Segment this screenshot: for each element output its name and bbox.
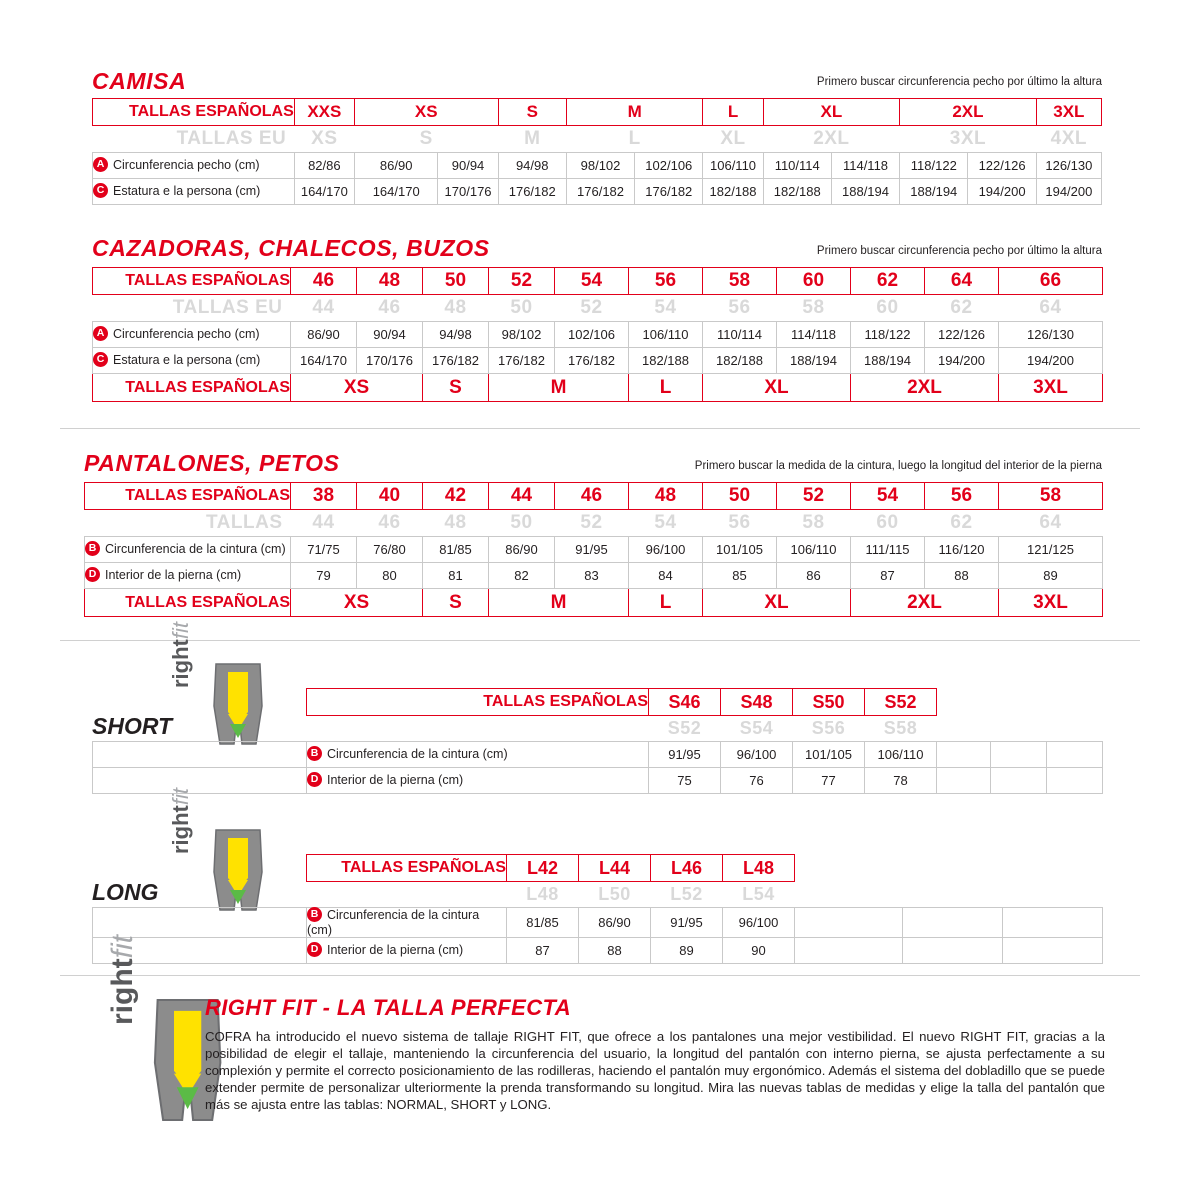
size-eu-6: 56 [728, 297, 751, 318]
cell: 188/194 [831, 179, 899, 205]
spacer [991, 716, 1047, 742]
cell: 75 [649, 768, 721, 794]
row-label-tallas-espanolas: TALLAS ESPAÑOLAS [93, 99, 295, 126]
cell: 81 [423, 563, 489, 589]
size-es-2: L46 [651, 855, 723, 882]
cell: 94/98 [423, 322, 489, 348]
measure-label-d [85, 563, 291, 589]
divider-1 [60, 428, 1140, 429]
cell: 176/182 [498, 179, 566, 205]
cell: 88 [579, 938, 651, 964]
spacer [93, 882, 307, 908]
size-es-1: 40 [357, 483, 423, 510]
cell: 86/90 [579, 908, 651, 938]
cell: 78 [865, 768, 937, 794]
size-es-9: 56 [925, 483, 999, 510]
cell: 89 [651, 938, 723, 964]
spacer [937, 716, 991, 742]
size-eu-2: S56 [811, 718, 846, 738]
size-eu-1: 46 [378, 297, 401, 318]
row-label-tallas: TALLAS [205, 512, 283, 533]
measure-text-b: Circunferencia de la cintura (cm) [105, 541, 286, 556]
cell: 87 [507, 938, 579, 964]
badge-c: C [93, 183, 108, 198]
cell: 106/110 [865, 742, 937, 768]
size-eu-0: XS [311, 128, 338, 149]
measure-text-c: Estatura e la persona (cm) [113, 183, 261, 198]
size-es-3: M [566, 99, 703, 126]
cell: 164/170 [291, 348, 357, 374]
cell [1047, 742, 1103, 768]
table-row-eu-sizes [93, 126, 1102, 153]
row-label-tallas-espanolas: TALLAS ESPAÑOLAS [93, 268, 291, 295]
cell: 182/188 [629, 348, 703, 374]
cell: 79 [291, 563, 357, 589]
size-eu-5: 54 [654, 297, 677, 318]
table-row [85, 563, 1103, 589]
cell [795, 908, 903, 938]
size-eu-8: 60 [876, 297, 899, 318]
cell: 101/105 [793, 742, 865, 768]
measure-label-d [307, 768, 649, 794]
label-long: LONG [92, 879, 159, 905]
rightfit-wordmark-long: rightfit [168, 787, 193, 854]
badge-d: D [307, 942, 322, 957]
spacer [93, 855, 307, 882]
section-cazadoras [92, 235, 1102, 402]
size-eu-0: 44 [312, 512, 335, 533]
cell: 91/95 [649, 742, 721, 768]
footer-title: RIGHT FIT - LA TALLA PERFECTA [205, 995, 571, 1020]
cell [1047, 768, 1103, 794]
table-camisa [92, 98, 1102, 205]
cell: 182/188 [703, 179, 763, 205]
table-row-eu-sizes [93, 882, 1103, 908]
cell: 122/126 [925, 322, 999, 348]
table-row-es-sizes [93, 99, 1102, 126]
cell: 91/95 [555, 537, 629, 563]
size-eu-5: 54 [654, 512, 677, 533]
size-eu-7: 4XL [1050, 128, 1088, 149]
size-eu-0: S52 [667, 718, 702, 738]
size-es-8: 62 [851, 268, 925, 295]
rightfit-wordmark-short: rightfit [168, 621, 193, 688]
cell: 86/90 [291, 322, 357, 348]
size-eu-2: 48 [444, 512, 467, 533]
size-es-2: S50 [793, 689, 865, 716]
cell [1003, 938, 1103, 964]
row-label-tallas-eu: TALLAS EU [172, 297, 283, 318]
hint-cazadoras: Primero buscar circunferencia pecho por último la altura [816, 245, 1102, 257]
size-eu-2: M [524, 128, 541, 149]
cell [795, 938, 903, 964]
badge-d: D [307, 772, 322, 787]
cell: 106/110 [777, 537, 851, 563]
cell: 96/100 [723, 908, 795, 938]
measure-text-d: Interior de la pierna (cm) [105, 567, 242, 582]
size-bottom-5: 2XL [851, 589, 999, 617]
cell: 87 [851, 563, 925, 589]
table-row [93, 938, 1103, 964]
spacer [307, 716, 649, 742]
size-es-10: 66 [999, 268, 1103, 295]
cell: 188/194 [900, 179, 968, 205]
measure-label-d [307, 938, 507, 964]
size-bottom-6: 3XL [999, 374, 1103, 402]
cell: 194/200 [999, 348, 1103, 374]
spacer [795, 855, 903, 882]
measure-text-a: Circunferencia pecho (cm) [113, 326, 260, 341]
cell: 126/130 [999, 322, 1103, 348]
size-es-1: XS [354, 99, 498, 126]
section-camisa [92, 68, 1102, 205]
measure-text-a: Circunferencia pecho (cm) [113, 157, 260, 172]
table-row-es-sizes [85, 483, 1103, 510]
size-eu-10: 64 [1039, 512, 1062, 533]
measure-label-b [85, 537, 291, 563]
cell: 170/176 [438, 179, 498, 205]
size-es-7: 52 [777, 483, 851, 510]
size-es-2: S [498, 99, 566, 126]
divider-3 [60, 975, 1140, 976]
cell: 82 [489, 563, 555, 589]
size-eu-7: 58 [802, 512, 825, 533]
size-es-5: 56 [629, 268, 703, 295]
rightfit-wordmark-footer: rightfit [106, 935, 139, 1025]
cell: 76 [721, 768, 793, 794]
size-es-10: 58 [999, 483, 1103, 510]
section-title-camisa: CAMISA [92, 68, 187, 94]
size-es-0: L42 [507, 855, 579, 882]
cell: 114/118 [777, 322, 851, 348]
size-es-2: 42 [423, 483, 489, 510]
size-eu-4: 52 [580, 512, 603, 533]
cell [937, 768, 991, 794]
cell: 76/80 [357, 537, 423, 563]
cell: 85 [703, 563, 777, 589]
table-long [92, 854, 1103, 964]
badge-b: B [307, 907, 322, 922]
cell [991, 742, 1047, 768]
spacer [307, 882, 507, 908]
size-eu-0: L48 [526, 884, 559, 904]
size-es-3: L48 [723, 855, 795, 882]
cell: 101/105 [703, 537, 777, 563]
cell: 91/95 [651, 908, 723, 938]
footer-text: COFRA ha introducido el nuevo sistema de tallaje RIGHT FIT, que ofrece a los pantalones una mejor vestibilidad. El nuevo RIGHT FIT, gracias a la posibilidad de elegir el tallaje, manteniendo la circunferencia del usuario, la longitud del pantalón con interno pierna, se ajusta perfectamente a su complexión y permite el correcto posicionamiento de las rodilleras, haciendo el pantalón muy ergonómico. Además el sistema del dobladillo que se puede extender permite de personalizar ulteriormente la prenda transformando su longitud. Mira las nuevas tablas de medidas y elige la talla del pantalón que más se ajusta entre las tablas: NORMAL, SHORT y LONG. [205, 1029, 1105, 1112]
size-es-7: 3XL [1036, 99, 1101, 126]
badge-d: D [85, 567, 100, 582]
badge-b: B [307, 746, 322, 761]
size-eu-1: L50 [598, 884, 631, 904]
cell-empty [93, 908, 307, 938]
size-bottom-6: 3XL [999, 589, 1103, 617]
size-bottom-3: L [629, 589, 703, 617]
hint-pantalones: Primero buscar la medida de la cintura, luego la longitud del interior de la pierna [694, 460, 1102, 472]
size-eu-2: 48 [444, 297, 467, 318]
spacer [1047, 716, 1103, 742]
cell: 98/102 [489, 322, 555, 348]
cell: 84 [629, 563, 703, 589]
size-es-4: 46 [555, 483, 629, 510]
cell: 188/194 [777, 348, 851, 374]
size-es-5: XL [763, 99, 900, 126]
cell: 94/98 [498, 153, 566, 179]
size-eu-8: 60 [876, 512, 899, 533]
size-es-9: 64 [925, 268, 999, 295]
spacer [93, 716, 307, 742]
spacer [903, 882, 1003, 908]
size-es-6: 58 [703, 268, 777, 295]
size-eu-9: 62 [950, 297, 973, 318]
spacer [795, 882, 903, 908]
size-eu-2: L52 [670, 884, 703, 904]
size-eu-10: 64 [1039, 297, 1062, 318]
table-row-es-sizes [93, 268, 1103, 295]
section-title-cazadoras: CAZADORAS, CHALECOS, BUZOS [92, 235, 490, 261]
table-row-eu-sizes [93, 295, 1103, 322]
spacer [903, 855, 1003, 882]
cell: 126/130 [1036, 153, 1101, 179]
cell: 116/120 [925, 537, 999, 563]
row-label-tallas-espanolas-bottom: TALLAS ESPAÑOLAS [85, 589, 291, 617]
table-row-eu-sizes [93, 716, 1103, 742]
cell: 182/188 [763, 179, 831, 205]
table-row [93, 348, 1103, 374]
size-es-0: 38 [291, 483, 357, 510]
size-bottom-5: 2XL [851, 374, 999, 402]
divider-2 [60, 640, 1140, 641]
cell: 121/125 [999, 537, 1103, 563]
spacer [937, 689, 991, 716]
table-row-es-bottom [85, 589, 1103, 617]
cell: 80 [357, 563, 423, 589]
cell: 102/106 [555, 322, 629, 348]
cell: 188/194 [851, 348, 925, 374]
size-eu-3: 50 [510, 297, 533, 318]
cell: 176/182 [489, 348, 555, 374]
size-eu-9: 62 [950, 512, 973, 533]
size-es-5: 48 [629, 483, 703, 510]
table-row-es-sizes [93, 689, 1103, 716]
cell: 86 [777, 563, 851, 589]
size-bottom-1: S [423, 589, 489, 617]
size-eu-3: L54 [742, 884, 775, 904]
hint-camisa: Primero buscar circunferencia pecho por último la altura [816, 76, 1102, 88]
size-eu-5: 2XL [813, 128, 850, 149]
cell: 118/122 [900, 153, 968, 179]
measure-text-d: Interior de la pierna (cm) [327, 943, 464, 958]
size-bottom-1: S [423, 374, 489, 402]
cell: 114/118 [831, 153, 899, 179]
cell: 81/85 [423, 537, 489, 563]
footer-block [205, 995, 1105, 1113]
size-es-4: L [703, 99, 763, 126]
measure-label-b [307, 908, 507, 938]
size-es-0: S46 [649, 689, 721, 716]
cell: 194/200 [925, 348, 999, 374]
size-eu-4: XL [720, 128, 746, 149]
cell: 90/94 [357, 322, 423, 348]
cell [1003, 908, 1103, 938]
badge-a: A [93, 157, 108, 172]
cell: 176/182 [635, 179, 703, 205]
cell-empty [93, 768, 307, 794]
cell: 194/200 [968, 179, 1036, 205]
size-eu-3: S58 [883, 718, 918, 738]
cell: 182/188 [703, 348, 777, 374]
label-short: SHORT [92, 713, 173, 739]
size-bottom-4: XL [703, 374, 851, 402]
cell [991, 768, 1047, 794]
size-bottom-0: XS [291, 589, 423, 617]
size-eu-1: 46 [378, 512, 401, 533]
measure-text-d: Interior de la pierna (cm) [327, 772, 464, 787]
table-row [93, 768, 1103, 794]
cell: 88 [925, 563, 999, 589]
size-eu-0: 44 [312, 297, 335, 318]
size-eu-3: L [628, 128, 641, 149]
badge-a: A [93, 326, 108, 341]
size-es-1: S48 [721, 689, 793, 716]
size-eu-7: 58 [802, 297, 825, 318]
cell: 176/182 [566, 179, 634, 205]
size-es-6: 50 [703, 483, 777, 510]
cell: 90 [723, 938, 795, 964]
size-es-6: 2XL [900, 99, 1037, 126]
cell: 98/102 [566, 153, 634, 179]
table-row [93, 153, 1102, 179]
table-row [93, 908, 1103, 938]
cell [903, 938, 1003, 964]
badge-b: B [85, 541, 100, 556]
measure-label-a [93, 322, 291, 348]
section-title-pantalones: PANTALONES, PETOS [84, 450, 340, 476]
cell: 83 [555, 563, 629, 589]
measure-text-c: Estatura e la persona (cm) [113, 352, 261, 367]
size-es-4: 54 [555, 268, 629, 295]
size-es-1: L44 [579, 855, 651, 882]
size-es-1: 48 [357, 268, 423, 295]
table-row [93, 179, 1102, 205]
size-es-0: 46 [291, 268, 357, 295]
table-row-es-bottom [93, 374, 1103, 402]
size-eu-1: S54 [739, 718, 774, 738]
spacer [1003, 882, 1103, 908]
table-row-es-sizes [93, 855, 1103, 882]
size-eu-1: S [419, 128, 433, 149]
measure-label-c [93, 179, 295, 205]
measure-text-b: Circunferencia de la cintura (cm) [307, 908, 480, 938]
size-bottom-2: M [489, 374, 629, 402]
cell: 110/114 [763, 153, 831, 179]
size-eu-6: 56 [728, 512, 751, 533]
cell: 89 [999, 563, 1103, 589]
cell: 164/170 [354, 179, 438, 205]
badge-c: C [93, 352, 108, 367]
spacer [1047, 689, 1103, 716]
size-es-3: 52 [489, 268, 555, 295]
cell: 118/122 [851, 322, 925, 348]
cell: 106/110 [703, 153, 763, 179]
size-es-8: 54 [851, 483, 925, 510]
spacer [93, 689, 307, 716]
measure-label-a [93, 153, 295, 179]
table-row [85, 537, 1103, 563]
cell: 96/100 [721, 742, 793, 768]
size-es-3: 44 [489, 483, 555, 510]
row-label-tallas-espanolas: TALLAS ESPAÑOLAS [307, 689, 649, 716]
cell: 81/85 [507, 908, 579, 938]
cell: 86/90 [489, 537, 555, 563]
size-bottom-2: M [489, 589, 629, 617]
size-es-7: 60 [777, 268, 851, 295]
size-eu-4: 52 [580, 297, 603, 318]
cell: 86/90 [354, 153, 438, 179]
table-row [93, 742, 1103, 768]
size-bottom-0: XS [291, 374, 423, 402]
measure-label-c [93, 348, 291, 374]
row-label-tallas-espanolas: TALLAS ESPAÑOLAS [85, 483, 291, 510]
table-row-eu-sizes [85, 510, 1103, 537]
cell: 176/182 [423, 348, 489, 374]
cell: 110/114 [703, 322, 777, 348]
cell: 106/110 [629, 322, 703, 348]
cell: 170/176 [357, 348, 423, 374]
table-row [93, 322, 1103, 348]
size-bottom-3: L [629, 374, 703, 402]
cell: 71/75 [291, 537, 357, 563]
cell: 82/86 [294, 153, 354, 179]
cell: 90/94 [438, 153, 498, 179]
section-pantalones [84, 450, 1102, 617]
row-label-tallas-espanolas: TALLAS ESPAÑOLAS [307, 855, 507, 882]
size-eu-3: 50 [510, 512, 533, 533]
cell: 111/115 [851, 537, 925, 563]
cell: 194/200 [1036, 179, 1101, 205]
size-es-0: XXS [294, 99, 354, 126]
size-bottom-4: XL [703, 589, 851, 617]
row-label-tallas-espanolas-bottom: TALLAS ESPAÑOLAS [93, 374, 291, 402]
row-label-tallas-eu: TALLAS EU [176, 128, 287, 149]
cell: 96/100 [629, 537, 703, 563]
cell: 176/182 [555, 348, 629, 374]
size-es-3: S52 [865, 689, 937, 716]
cell [937, 742, 991, 768]
table-cazadoras [92, 267, 1103, 402]
cell: 122/126 [968, 153, 1036, 179]
cell [903, 908, 1003, 938]
spacer [1003, 855, 1103, 882]
measure-text-b: Circunferencia de la cintura (cm) [327, 746, 508, 761]
size-es-2: 50 [423, 268, 489, 295]
measure-label-b [307, 742, 649, 768]
cell: 102/106 [635, 153, 703, 179]
cell: 164/170 [294, 179, 354, 205]
spacer [991, 689, 1047, 716]
size-eu-6: 3XL [949, 128, 987, 149]
table-pantalones [84, 482, 1103, 617]
table-short [92, 688, 1103, 794]
cell: 77 [793, 768, 865, 794]
cell-empty [93, 742, 307, 768]
